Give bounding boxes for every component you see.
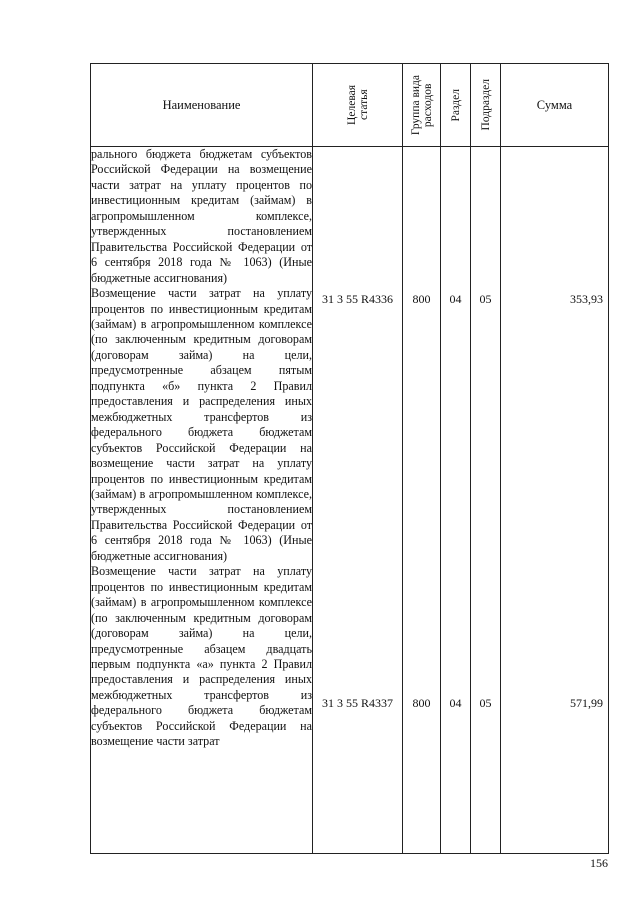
row-1-sum: 353,93 bbox=[570, 292, 603, 306]
header-section bbox=[441, 64, 471, 147]
header-target-article-label: Целевая статья bbox=[345, 85, 370, 125]
row-2-group: 800 bbox=[412, 696, 431, 710]
header-sum bbox=[501, 64, 609, 147]
header-name-label: Наименование bbox=[162, 97, 241, 112]
row-1-group: 800 bbox=[412, 292, 431, 306]
name-paragraph-2: Возмещение части затрат на уплату процентов по инвестиционным кредитам (займам) в агропромышленном комплексе (по заключенным кредитным договорам (договорам займа) на цели, предусмотренные абзацем пятым подпункта «б» пункта 2 Правил предоставления и распределения иных межбюджетных трансфертов из федерального бюджета бюджетам субъектов Российской Федерации на возмещение части затрат на уплату процентов по инвестиционным кредитам (займам) в агропромышленном комплексе, утвержденных постановлением Правительства Российской Федерации от 6 сентября 2018 года № 1063) (Иные бюджетные ассигнования) bbox=[91, 286, 312, 563]
section-cell bbox=[441, 147, 471, 854]
subsection-cell bbox=[471, 147, 501, 854]
header-name bbox=[91, 64, 313, 147]
name-paragraph-1: рального бюджета бюджетам субъектов Российской Федерации на возмещение части затрат на уплату процентов по инвестиционным кредитам (займам) в агропромышленном комплексе, утвержденных постановлением Правительства Российской Федерации от 6 сентября 2018 года № 1063) (Иные бюджетные ассигнования) bbox=[91, 147, 312, 285]
article-cell bbox=[313, 147, 403, 854]
header-expense-group-label: Группа вида расходов bbox=[409, 74, 434, 136]
row-1-section: 04 bbox=[449, 292, 462, 306]
name-paragraph-3: Возмещение части затрат на уплату процентов по инвестиционным кредитам (займам) в агропромышленном комплексе (по заключенным кредитным договорам (договорам займа) на цели, предусмотренные абзацем двадцать первым подпункта «а» пункта 2 Правил предоставления и распределения иных межбюджетных трансфертов из федерального бюджета бюджетам субъектов Российской Федерации на возмещение части затрат bbox=[91, 564, 312, 749]
row-1-subsection: 05 bbox=[479, 292, 492, 306]
row-2-section: 04 bbox=[449, 696, 462, 710]
row-2-sum: 571,99 bbox=[570, 696, 603, 710]
budget-table bbox=[90, 63, 609, 854]
table-body-row bbox=[91, 147, 609, 854]
page-number: 156 bbox=[590, 856, 608, 870]
header-expense-group bbox=[403, 64, 441, 147]
name-cell bbox=[91, 147, 313, 854]
header-subsection bbox=[471, 64, 501, 147]
row-2-article: 31 3 55 R4337 bbox=[321, 696, 393, 710]
header-sum-label: Сумма bbox=[536, 97, 573, 112]
header-target-article bbox=[313, 64, 403, 147]
sum-cell bbox=[501, 147, 609, 854]
group-cell bbox=[403, 147, 441, 854]
row-1-article: 31 3 55 R4336 bbox=[321, 292, 393, 306]
row-2-subsection: 05 bbox=[479, 696, 492, 710]
header-section-label: Раздел bbox=[449, 88, 462, 122]
header-subsection-label: Подраздел bbox=[479, 79, 492, 131]
header-row bbox=[91, 64, 609, 147]
